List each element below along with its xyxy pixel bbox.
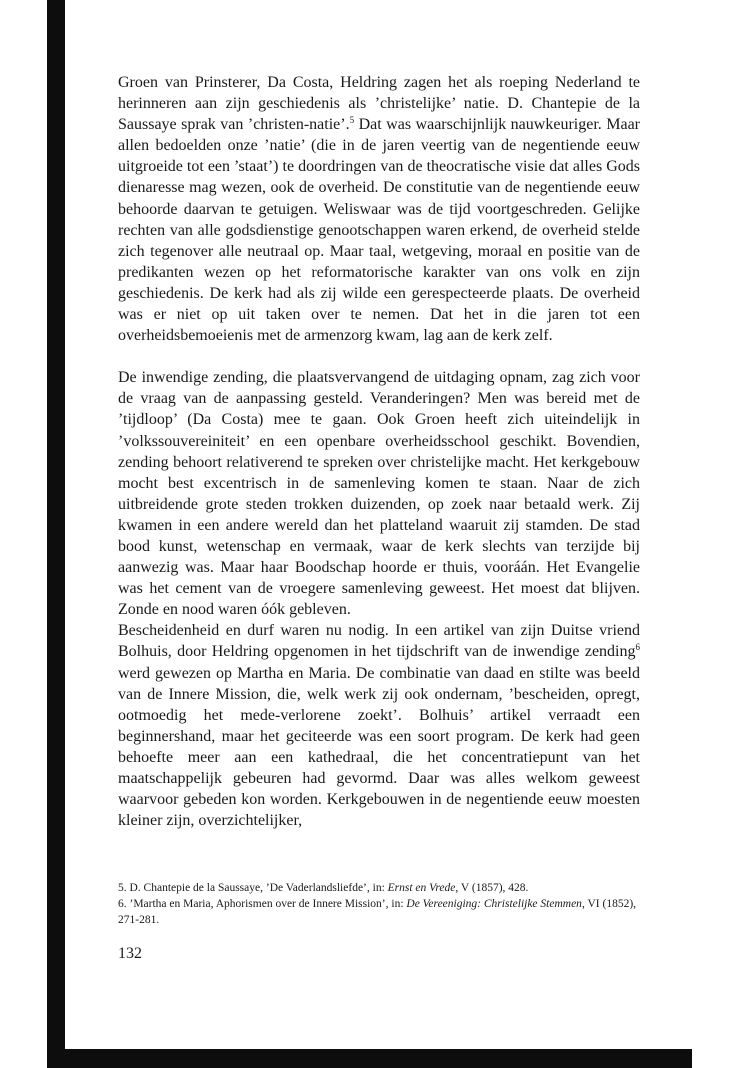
footnote-ref-6[interactable]: 6 (635, 642, 640, 653)
text-run: werd gewezen op Martha en Maria. De combinatie van daad en stilte was beeld van de Innere Mission, die, welk werk zij ook ondernam, ’bescheiden, opregt, ootmoedig het mede-verlorene zoekt’. Bolhuis’ artikel verraadt een beginnershand, maar het geciteerde was een soort program. De kerk had geen behoefte meer aan een kathedraal, die het concentratiepunt van het maatschappelijk gebeuren had gevormd. Daar was alles welkom geweest waarvoor gebeden kon worden. Kerkgebouwen in de negentiende eeuw moesten kleiner zijn, overzichtelijker, (118, 664, 640, 830)
paragraph-1 (118, 72, 640, 346)
footnote-ref-5[interactable]: 5 (349, 115, 355, 126)
page-number: 132 (118, 945, 142, 962)
text-run: Bescheidenheid en durf waren nu nodig. In een artikel van zijn Duitse vriend Bolhuis, door Heldring opgenomen in het tijdschrift van de inwendige zending (118, 622, 640, 661)
paragraph-3 (118, 620, 640, 831)
footnote-source-title: De Vereeniging: Christelijke Stemmen (406, 898, 582, 910)
footnotes (118, 880, 643, 928)
footnote-text: , V (1857), 428. (455, 882, 529, 894)
paragraph-2 (118, 367, 640, 620)
text-run: Groen van Prinsterer, Da Costa, Heldring zagen het als roeping Nederland te herinneren aan zijn geschiedenis als ’christelijke’ natie. D. Chantepie de la Saussaye sprak van ’christen-natie’. (118, 74, 640, 134)
scan-edge-bottom (47, 1049, 692, 1068)
text-run: Dat was waarschijnlijk nauwkeuriger. Maar allen bedoelden onze ’natie’ (die in de jaren veertig van de negentiende eeuw uitgroeide tot een ’staat’) te doordringen van de theocratische visie dat alles Gods dienaresse mag wezen, ook de overheid. De constitutie van de negentiende eeuw behoorde daarvan te getuigen. Weliswaar was de tijd voortgeschreden. Gelijke rechten van alle godsdienstige genootschappen waren erkend, de overheid stelde zich tegenover alle neutraal op. Maar taal, wetgeving, moraal en positie van de predikanten wezen op het reformatorische karakter van ons volk en zijn geschiedenis. De kerk had als zij wilde een gerespecteerde plaats. De overheid was er niet op uit taken over te nemen. Dat het in die jaren tot een overheidsbemoeienis met de armenzorg kwam, lag aan de kerk zelf. (118, 116, 641, 345)
footnote-6 (118, 896, 643, 928)
text-run: De inwendige zending, die plaatsvervangend de uitdaging opnam, zag zich voor de vraag van de aanpassing gesteld. Veranderingen? Men was bereid met de ’tijdloop’ (Da Costa) mee te gaan. Ook Groen heeft zich uiteindelijk in ’volkssouvereiniteit’ en een openbare overheidsschool geschikt. Bovendien, zending behoort relativerend te spreken over christelijke macht. Het kerkgebouw mocht best excentrisch in de samenleving komen te staan. Naar de zich uitbreidende grote steden trokken duizenden, op zoek naar betaald werk. Zij kwamen in een andere wereld dan het platteland waaruit zij stamden. De stad bood kunst, wetenschap en vermaak, waar de kerk slechts van terzijde bij aanwezig was. Maar haar Boodschap hoorde er thuis, vooráán. Het Evangelie was het cement van de vroegere samenleving geweest. Het moest dat blijven. Zonde en nood waren óók gebleven. (118, 369, 640, 619)
footnote-text: 6. ’Martha en Maria, Aphorismen over de Innere Mission’, in: (118, 898, 407, 910)
body-text (118, 72, 640, 831)
footnote-5 (118, 880, 643, 896)
footnote-source-title: Ernst en Vrede (387, 882, 456, 894)
scan-edge-left (47, 0, 65, 1068)
footnote-text: , VI (1852), 271-281. (118, 898, 637, 926)
footnote-text: 5. D. Chantepie de la Saussaye, ’De Vaderlandsliefde’, in: (118, 882, 388, 894)
